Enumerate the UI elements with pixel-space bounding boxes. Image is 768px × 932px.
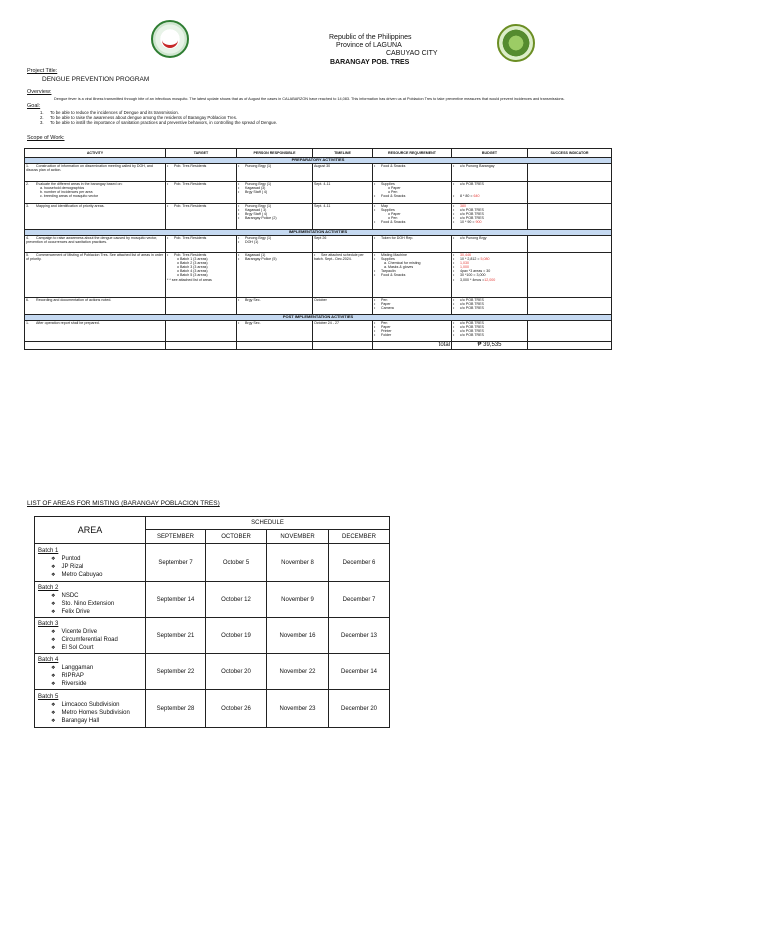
area-item: ❖ Barangay Hall [35,717,145,725]
overview-text: Dengue fever is a viral illness transmitted through bite of an infectious mosquito. The latest update shows that as of August the cases in CALABARZON have reached to 14,083. This information has driven us at Poblacion Tres to take preventive measures that would prevent incidences and transmissions. [54,97,565,101]
table-row: 6. Recording and documentation of actions noted. • Brgy Sec. October • Pen • Paper • Camera • c/o POB TRES • c/o POB TRES • c/o POB TRES [25,298,612,315]
total-label: total [373,342,452,350]
area-item: ❖ NSDC [35,592,145,600]
misting-schedule-table [34,516,390,728]
header-barangay: BARANGAY POB. TRES [330,59,410,66]
phase-post-implementation: POST IMPLEMENTATION ACTIVITIES [25,315,612,321]
month-header: DECEMBER [329,530,390,544]
batch-label: Batch 5 [38,693,59,700]
area-item: ❖ Langgaman [35,664,145,672]
total-row [25,342,612,350]
goal-item: 1. To be able to reduce the incidences of Dengue and its transmission. [40,110,179,115]
batch-label: Batch 1 [38,547,59,554]
batch-row [35,654,390,690]
phase-implementation: IMPLEMENTATION ACTIVITIES [25,230,612,236]
schedule-date: December 14 [329,654,390,690]
schedule-date: November 9 [267,582,329,618]
table-row: 3. Mapping and identification of priority areas. • Pob. Tres Residents • Punong Brgy (1) • Kagawad ( 3) • Brgy Staff ( 4) • Barangay Police (2) Sept. 4-11 • Map • Supplies o Paper o Pen • Food & Snacks • 380 • c/o POB TRES • c/o POB TRES • c/o POB TRES • 10 * 90 = 900 [25,204,612,230]
area-item: ❖ Limcaoco Subdivision [35,701,145,709]
table-row: 2. Evaluate the different areas in the barangay based on: a. household demographics b. number of incidences per area c. breeding areas of mosquito vector • Pob. Tres Residents • Punong Brgy (1) • Kagawad (3) • Brgy Staff ( 4) Sept. 4-11 • Supplies o Paper o Pen • Food & Snacks • c/o POB TRES • 8 * 80 = 640 [25,182,612,204]
schedule-date: September 22 [146,654,206,690]
schedule-header: SCHEDULE [146,517,390,530]
batch-row [35,582,390,618]
schedule-date: November 8 [267,544,329,582]
scope-of-work-table [24,148,612,350]
header-timeline: TIMELINE [313,149,373,158]
month-header: NOVEMBER [267,530,329,544]
month-header: SEPTEMBER [146,530,206,544]
schedule-date: November 23 [267,690,329,728]
header-city: CABUYAO CITY [386,50,438,57]
area-item: ❖ El Sol Court [35,644,145,652]
header-person-responsible: PERSON RESPONSIBLE [237,149,313,158]
area-item: ❖ Riverside [35,680,145,688]
schedule-date: November 16 [267,618,329,654]
schedule-date: September 21 [146,618,206,654]
month-header: OCTOBER [206,530,267,544]
schedule-date: October 19 [206,618,267,654]
barangay-seal-logo [497,24,535,62]
area-item: ❖ Felix Drive [35,608,145,616]
scope-label: Scope of Work: [27,135,65,141]
batch-row [35,544,390,582]
overview-label: Overview: [27,89,52,95]
schedule-date: October 12 [206,582,267,618]
area-item: ❖ Metro Homes Subdivision [35,709,145,717]
header-republic: Republic of the Philippines [329,34,412,41]
phase-preparatory: PREPARATORY ACTIVITIES [25,158,612,164]
schedule-date: October 26 [206,690,267,728]
goal-list [40,110,277,126]
header-success-indicator: SUCCESS INDICATOR [528,149,612,158]
city-seal-logo [151,20,189,58]
area-item: ❖ JP Rizal [35,563,145,571]
schedule-date: December 13 [329,618,390,654]
goal-item: 3. To be able to instill the importance of sanitation practices and preventive behaviors, in controlling the spread of Dengue. [40,120,278,126]
goal-label: Goal: [27,103,41,109]
schedule-date: October 5 [206,544,267,582]
goal-item: 2. To be able to raise the awareness about dengue among the residents of Barangay Poblacion Tres. [40,115,238,121]
project-title-label: Project Title: [27,68,58,74]
project-title: DENGUE PREVENTION PROGRAM [42,76,150,83]
area-header: AREA [35,517,146,544]
schedule-date: December 20 [329,690,390,728]
header-budget: BUDGET [452,149,528,158]
area-item: ❖ Metro Cabuyao [35,571,145,579]
header-activity: ACTIVITY [25,149,166,158]
table-header-row [25,149,612,158]
area-item: ❖ Vicente Drive [35,628,145,636]
table-row: 4. Campaign to raise awareness about the dengue caused by mosquito vector, prevention of occurrences and sanitation practices. • Pob. Tres Residents • Punong Brgy (1) • DOH (1) Sept 26 • Token for DOH Rep. • c/o Punong Brgy [25,236,612,253]
table-row: 1. After operation report shall be prepared. • Brgy Sec. October 24 - 27 • Pen • Paper • Printer • Folder • c/o POB TRES • c/o POB TRES • c/o POB TRES • c/o POB TRES [25,321,612,342]
schedule-date: October 20 [206,654,267,690]
area-item: ❖ RIPRAP [35,672,145,680]
areas-title: LIST OF AREAS FOR MISTING (BARANGAY POBLACION TRES) [27,500,220,507]
batch-label: Batch 4 [38,656,59,663]
batch-label: Batch 2 [38,584,59,591]
header-target: TARGET [166,149,237,158]
area-item: ❖ Sto. Nino Extension [35,600,145,608]
area-item: ❖ Puntod [35,555,145,563]
area-item: ❖ Circumferential Road [35,636,145,644]
batch-row [35,618,390,654]
schedule-date: December 7 [329,582,390,618]
table-row: 5. Commencement of Misting of Poblacion Tres. See attached list of areas in order of priority. • Pob. Tres Residents o Batch 1 (3 areas) o Batch 2 (3 areas) o Batch 3 (3 areas) o Batch 4 (3 areas) o Batch 5 (3 areas) * * see attached list of areas • Kagawad (1) • Barangay Police (5) • See attached schedule per batch. Sept.- Dec.2024. • Misting Machine • Supplies a. Chemical for misting a. Masks & gloves • Tarpaulin • Food & Snacks • 30,446 • 10 * 2,812 = 5,080 • 1,030 • 1,000 • 4pax *3 areas = 30 • 30 *100 = 3,000 • 3,000 * 4mos =12,000 [25,253,612,298]
header-province: Province of LAGUNA [336,42,402,49]
batch-row [35,690,390,728]
schedule-date: December 6 [329,544,390,582]
batch-label: Batch 3 [38,620,59,627]
schedule-date: November 22 [267,654,329,690]
table-row: 1. Construction of information on dissemination meeting called by DOH, and discuss plan of action. • Pob. Tres Residents • Punong Brgy (1) August 30 • Food & Snacks • c/o Punong Barangay [25,164,612,182]
activity-text: Construction of information on dissemination meeting called by DOH, and discuss plan of action. [26,164,153,173]
schedule-date: September 28 [146,690,206,728]
schedule-date: September 7 [146,544,206,582]
total-value: ₱ 39,535 [452,342,528,350]
header-resource-requirement: RESOURCE REQUIREMENT [373,149,452,158]
schedule-date: September 14 [146,582,206,618]
